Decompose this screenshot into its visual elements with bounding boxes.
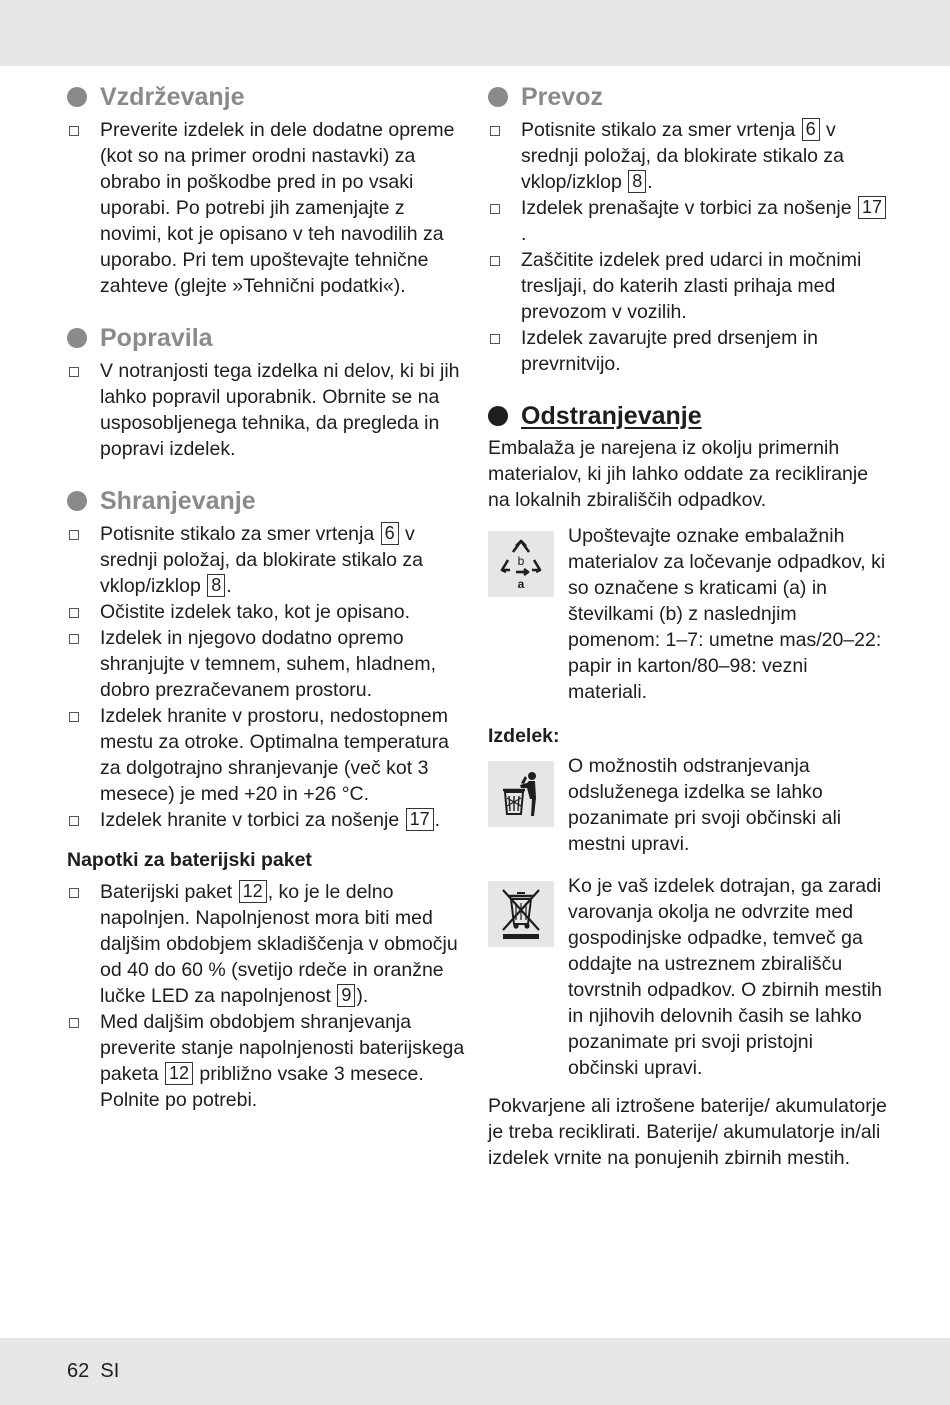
list-item bbox=[67, 599, 467, 625]
bullet-dot-icon bbox=[67, 328, 87, 348]
section-title-prevoz bbox=[488, 80, 888, 114]
checkbox-bullet-icon bbox=[69, 367, 79, 377]
checkbox-bullet-icon bbox=[69, 530, 79, 540]
left-column bbox=[67, 80, 467, 1113]
shranjevanje-list bbox=[67, 521, 467, 833]
list-item-text: Zaščitite izdelek pred udarci in močnimi tresljaji, do katerih zlasti prihaja med prevozom v vozilih. bbox=[521, 249, 862, 323]
izdelek-label: Izdelek: bbox=[488, 725, 560, 747]
list-item-text: Očistite izdelek tako, kot je opisano. bbox=[100, 601, 410, 623]
text-run: v srednji položaj, da blokirate stikalo za vklop/izklop bbox=[100, 523, 424, 597]
text-run: Izdelek prenašajte v torbici za nošenje bbox=[521, 197, 858, 219]
list-item bbox=[67, 521, 467, 599]
recycle-code-b: b bbox=[517, 554, 525, 568]
text-run: , ko je le delno napolnjen. Napolnjenost mora biti med daljšim obdobjem skladiščenja v območju od 40 do 60 % (svetijo rdeče in oranžne lučke LED za napolnjenost bbox=[100, 881, 458, 1007]
part-reference: 12 bbox=[165, 1062, 193, 1085]
part-reference: 8 bbox=[628, 170, 646, 193]
list-item-text: Preverite izdelek in dele dodatne opreme (kot so na primer orodni nastavki) za obrabo in poškodbe pred in po vsaki uporabi. Po potrebi jih zamenjajte z novimi, kot je opisano v teh navodilih za uporabo. Pri tem upoštevajte tehnične zahteve (glejte »Tehnični podatki«). bbox=[100, 119, 455, 297]
list-item bbox=[488, 117, 888, 195]
text-run: približno vsake 3 mesece. Polnite po potrebi. bbox=[100, 1063, 424, 1111]
bullet-dot-icon bbox=[488, 406, 508, 426]
text-run: Potisnite stikalo za smer vrtenja bbox=[100, 523, 380, 545]
checkbox-bullet-icon bbox=[490, 334, 500, 344]
vzdrzevanje-list bbox=[67, 117, 467, 299]
subheading-baterija: Napotki za baterijski paket bbox=[67, 849, 312, 871]
list-item-text: Izdelek zavarujte pred drsenjem in prevrnitvijo. bbox=[521, 327, 818, 375]
page-footer bbox=[67, 1360, 119, 1383]
checkbox-bullet-icon bbox=[69, 816, 79, 826]
bullet-dot-icon bbox=[488, 87, 508, 107]
text-run: . bbox=[226, 575, 232, 597]
bullet-dot-icon bbox=[67, 491, 87, 511]
baterija-list bbox=[67, 879, 467, 1113]
part-reference: 8 bbox=[207, 574, 225, 597]
right-column bbox=[488, 80, 888, 1171]
header-band bbox=[0, 0, 950, 66]
checkbox-bullet-icon bbox=[490, 256, 500, 266]
weee-block bbox=[488, 877, 888, 1081]
checkbox-bullet-icon bbox=[69, 608, 79, 618]
crossed-wheelie-bin-icon bbox=[488, 881, 554, 947]
popravila-title: Popravila bbox=[100, 323, 213, 352]
checkbox-bullet-icon bbox=[69, 712, 79, 722]
checkbox-bullet-icon bbox=[69, 126, 79, 136]
odstranjevanje-title: Odstranjevanje bbox=[521, 401, 702, 430]
part-reference: 6 bbox=[381, 522, 399, 545]
part-reference: 9 bbox=[337, 984, 355, 1007]
recycling-text: Upoštevajte oznake embalažnih materialov za ločevanje odpadkov, ki so označene s kraticami (a) in številkami (b) z naslednjim pomenom: 1–7: umetne mas/20–22: papir in karton/80–98: vezni materiali. bbox=[568, 525, 886, 703]
recycling-block bbox=[488, 527, 888, 705]
text-run: . bbox=[521, 223, 527, 245]
popravila-list bbox=[67, 358, 467, 462]
checkbox-bullet-icon bbox=[69, 634, 79, 644]
list-item bbox=[67, 358, 467, 462]
text-run: Izdelek hranite v torbici za nošenje bbox=[100, 809, 405, 831]
part-reference: 17 bbox=[858, 196, 886, 219]
list-item bbox=[67, 625, 467, 703]
list-item bbox=[67, 1009, 467, 1113]
list-item bbox=[488, 247, 888, 325]
weee-text: Ko je vaš izdelek dotrajan, ga zaradi varovanja okolja ne odvrzite med gospodinjske odpadke, temveč ga oddajte na ustreznem zbirališču tovrstnih odpadkov. O zbirnih mestih in njihovih delovnih časih se lahko pozanimate pri svoji pristojni občinski upravi. bbox=[568, 875, 882, 1079]
section-title-popravila bbox=[67, 321, 467, 355]
part-reference: 12 bbox=[239, 880, 267, 903]
text-run: . bbox=[434, 809, 441, 831]
list-item bbox=[488, 195, 888, 247]
text-run: Baterijski paket bbox=[100, 881, 238, 903]
text-run: Med daljšim obdobjem shranjevanja preverite stanje napolnjenosti baterijskega paketa bbox=[100, 1011, 465, 1085]
list-item-text: V notranjosti tega izdelka ni delov, ki bi jih lahko popravil uporabnik. Obrnite se na usposobljenega tehnika, da pregleda in popravi izdelek. bbox=[100, 360, 460, 460]
list-item bbox=[67, 703, 467, 807]
list-item-text: Izdelek in njegovo dodatno opremo shranjujte v temnem, suhem, hladnem, dobro prezračevanem prostoru. bbox=[100, 627, 436, 701]
list-item bbox=[67, 879, 467, 1009]
tidyman-bin-icon bbox=[488, 761, 554, 827]
recycle-code-a: a bbox=[517, 577, 525, 590]
part-reference: 17 bbox=[406, 808, 434, 831]
prevoz-title: Prevoz bbox=[521, 82, 603, 111]
tidyman-block bbox=[488, 757, 888, 857]
checkbox-bullet-icon bbox=[69, 1018, 79, 1028]
shranjevanje-title: Shranjevanje bbox=[100, 486, 256, 515]
list-item-text: Izdelek hranite v prostoru, nedostopnem mestu za otroke. Optimalna temperatura za dolgotrajno shranjevanje (več kot 3 mesece) je med +20 in +26 °C. bbox=[100, 705, 449, 805]
text-run: Potisnite stikalo za smer vrtenja bbox=[521, 119, 801, 141]
prevoz-list bbox=[488, 117, 888, 377]
part-reference: 6 bbox=[802, 118, 820, 141]
section-title-vzdrzevanje bbox=[67, 80, 467, 114]
recycling-icon bbox=[488, 531, 554, 597]
battery-recycling-text: Pokvarjene ali iztrošene baterije/ akumulatorje je treba reciklirati. Baterije/ akumulatorje in/ali izdelek vrnite na ponujenih zbirnih mestih. bbox=[488, 1095, 887, 1169]
checkbox-bullet-icon bbox=[490, 126, 500, 136]
checkbox-bullet-icon bbox=[490, 204, 500, 214]
vzdrzevanje-title: Vzdrževanje bbox=[100, 82, 245, 111]
section-title-shranjevanje bbox=[67, 484, 467, 518]
list-item bbox=[67, 117, 467, 299]
language-code: SI bbox=[100, 1360, 120, 1382]
checkbox-bullet-icon bbox=[69, 888, 79, 898]
list-item bbox=[488, 325, 888, 377]
page-number: 62 bbox=[67, 1360, 90, 1382]
bullet-dot-icon bbox=[67, 87, 87, 107]
tidyman-text: O možnostih odstranjevanja odsluženega izdelka se lahko pozanimate pri svoji občinski ali mestni upravi. bbox=[568, 755, 842, 855]
footer-band bbox=[0, 1338, 950, 1405]
text-run: v srednji položaj, da blokirate stikalo za vklop/izklop bbox=[521, 119, 845, 193]
list-item bbox=[67, 807, 467, 833]
text-run: ). bbox=[356, 985, 369, 1007]
section-title-odstranjevanje bbox=[488, 399, 888, 433]
text-run: . bbox=[647, 171, 653, 193]
odstranjevanje-intro: Embalaža je narejena iz okolju primernih materialov, ki jih lahko oddate za recikliranje na lokalnih zbirališčih odpadkov. bbox=[488, 437, 869, 511]
